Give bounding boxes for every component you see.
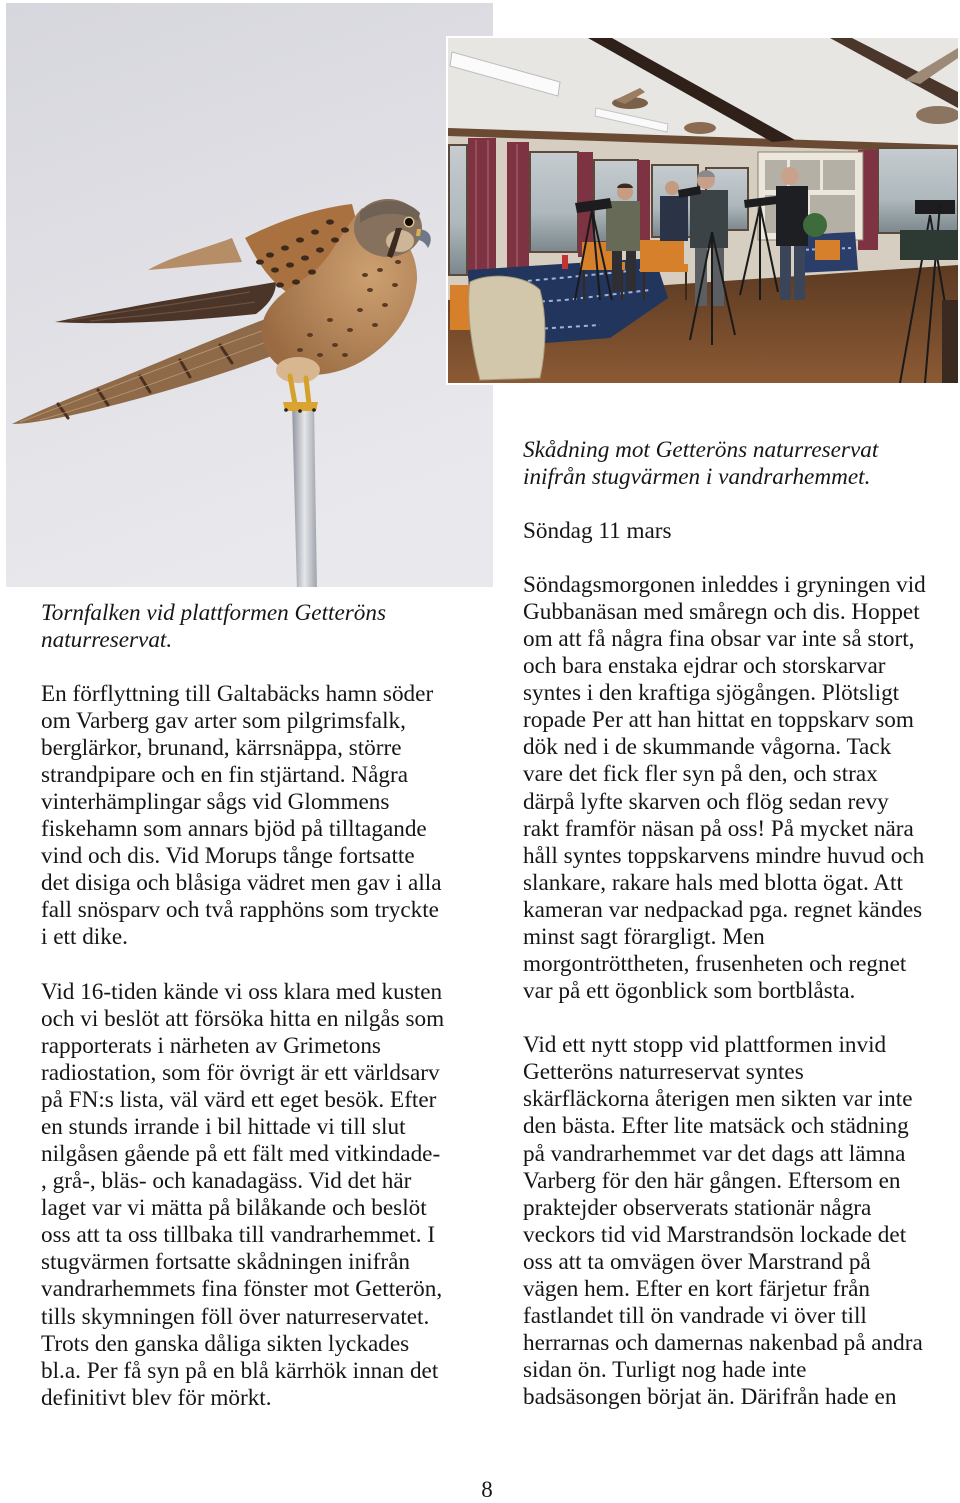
- text-line: Söndagsmorgonen inleddes i gryningen vid: [523, 571, 926, 598]
- text-line: morgontröttheten, frusenheten och regnet: [523, 950, 907, 977]
- text-line: den bästa. Efter lite matsäck och städning: [523, 1113, 909, 1140]
- text-line: minst sagt förargligt. Men: [523, 923, 765, 950]
- text-line: fall snösparv och två rapphöns som tryckte: [41, 897, 439, 924]
- text-line: dök ned i de skummande vågorna. Tack: [523, 734, 892, 761]
- caption-line: Tornfalken vid plattformen Getteröns: [41, 599, 387, 626]
- text-line: , grå-, bläs- och kanadagäss. Vid det här: [41, 1168, 412, 1195]
- kestrel-photo-caption: [41, 600, 444, 654]
- text-line: berglärkor, brunand, kärrsnäppa, större: [41, 734, 402, 761]
- text-line: laget var vi mätta på bilåkande och beslöt: [41, 1195, 427, 1222]
- text-line: slankare, rakare hals med blotta ögat. Att: [523, 869, 903, 896]
- text-line: sidan ön. Turligt nog hade inte: [523, 1357, 807, 1384]
- text-line: tills skymningen föll över naturreservatet.: [41, 1303, 430, 1330]
- text-line: vare det fick fler syn på den, och strax: [523, 761, 878, 788]
- text-line: praktejder observerats stationär några: [523, 1194, 872, 1221]
- kestrel-photo: [6, 3, 493, 587]
- text-line: syntes i den kraftiga sjögången. Plötsligt: [523, 680, 900, 707]
- text-line: ropade Per att han hittat en toppskarv som: [523, 707, 914, 734]
- text-line: vandrarhemmets fina fönster mot Getterön,: [41, 1276, 443, 1303]
- paragraph: [41, 979, 444, 1412]
- text-line: håll syntes toppskarvens mindre huvud och: [523, 842, 925, 869]
- text-line: radiostation, som för övrigt är ett världsarv: [41, 1059, 440, 1086]
- text-line: fastlandet till ön vandrade vi över till: [523, 1303, 867, 1329]
- text-line: vägen hem. Efter en kort färjetur från: [523, 1275, 870, 1302]
- text-line: oss att ta omvägen över Marstrand på: [523, 1248, 871, 1275]
- text-line: Varberg för den här gången. Eftersom en: [523, 1167, 901, 1194]
- text-line: Vid 16-tiden kände vi oss klara med kusten: [41, 978, 443, 1005]
- room-photo-caption: [523, 437, 926, 491]
- text-line: på vandrarhemmet var det dags att lämna: [523, 1140, 906, 1167]
- left-column: [41, 600, 444, 1412]
- text-line: rapporterats i närheten av Grimetons: [41, 1032, 381, 1059]
- text-line: En förflyttning till Galtabäcks hamn söder: [41, 680, 434, 707]
- text-line: skärfläckorna återigen men sikten var inte: [523, 1086, 913, 1113]
- text-line: Trots den ganska dåliga sikten lyckades: [41, 1330, 410, 1357]
- text-line: strandpipare och en fin stjärtand. Några: [41, 761, 408, 788]
- caption-line: inifrån stugvärmen i vandrarhemmet.: [523, 463, 871, 490]
- paragraph: [523, 572, 926, 1005]
- text-line: Vid ett nytt stopp vid plattformen invid: [523, 1032, 887, 1059]
- paragraph: [41, 681, 444, 952]
- text-line: rakt framför näsan på oss! På mycket nära: [523, 815, 914, 842]
- text-line: veckors tid vid Marstrandsön lockade det: [523, 1221, 907, 1248]
- text-line: om att få några fina obsar var inte så stort,: [523, 626, 915, 653]
- text-line: på FN:s lista, väl värd ett eget besök. Efter: [41, 1086, 437, 1113]
- page-number: 8: [481, 1477, 493, 1502]
- text-line: Gubbanäsan med småregn och dis. Hoppet: [523, 598, 920, 625]
- caption-line: Skådning mot Getteröns naturreservat: [523, 436, 879, 463]
- text-line: Getteröns naturreservat syntes: [523, 1059, 804, 1086]
- potted-plant: [803, 213, 827, 237]
- birdwatching-room-photo: [448, 38, 958, 383]
- text-line: vind och dis. Vid Morups tånge fortsatte: [41, 843, 415, 870]
- text-line: vinterhämplingar sågs vid Glommens: [41, 789, 390, 816]
- text-line: fiskehamn som annars bjöd på tilltagande: [41, 816, 427, 843]
- text-line: därpå lyfte skarven och flög sedan revy: [523, 788, 889, 815]
- right-column: [523, 437, 926, 1412]
- text-line: det disiga och blåsiga vädret men gav i alla: [41, 870, 442, 897]
- text-line: kameran var nedpackad pga. regnet kändes: [523, 896, 923, 923]
- text-line: var på ett ögonblick som bortblåsta.: [523, 978, 856, 1005]
- text-line: och vi beslöt att försöka hitta en nilgås som: [41, 1005, 445, 1032]
- text-line: oss att ta oss tillbaka till vandrarhemmet. I: [41, 1222, 436, 1249]
- text-line: om Varberg gav arter som pilgrimsfalk,: [41, 707, 406, 734]
- text-line: i ett dike.: [41, 924, 128, 951]
- text-line: nilgåsen gående på ett fält med vitkindade-: [41, 1141, 441, 1168]
- text-line: en stunds irrande i bil hittade vi till slut: [41, 1113, 406, 1140]
- caption-line: naturreservat.: [41, 626, 173, 653]
- text-line: badsäsongen börjat än. Därifrån hade en: [523, 1384, 897, 1411]
- text-line: och bara enstaka ejdrar och storskarvar: [523, 653, 886, 680]
- text-line: stugvärmen fortsatte skådningen inifrån: [41, 1249, 410, 1276]
- coat: [469, 276, 545, 380]
- paragraph: [523, 1032, 926, 1411]
- text-line: definitivt blev för mörkt.: [41, 1384, 272, 1411]
- section-heading: Söndag 11 mars: [523, 517, 672, 544]
- text-line: bl.a. Per få syn på en blå kärrhök innan det: [41, 1357, 439, 1384]
- text-line: herrarnas och damernas nakenbad på andra: [523, 1330, 923, 1357]
